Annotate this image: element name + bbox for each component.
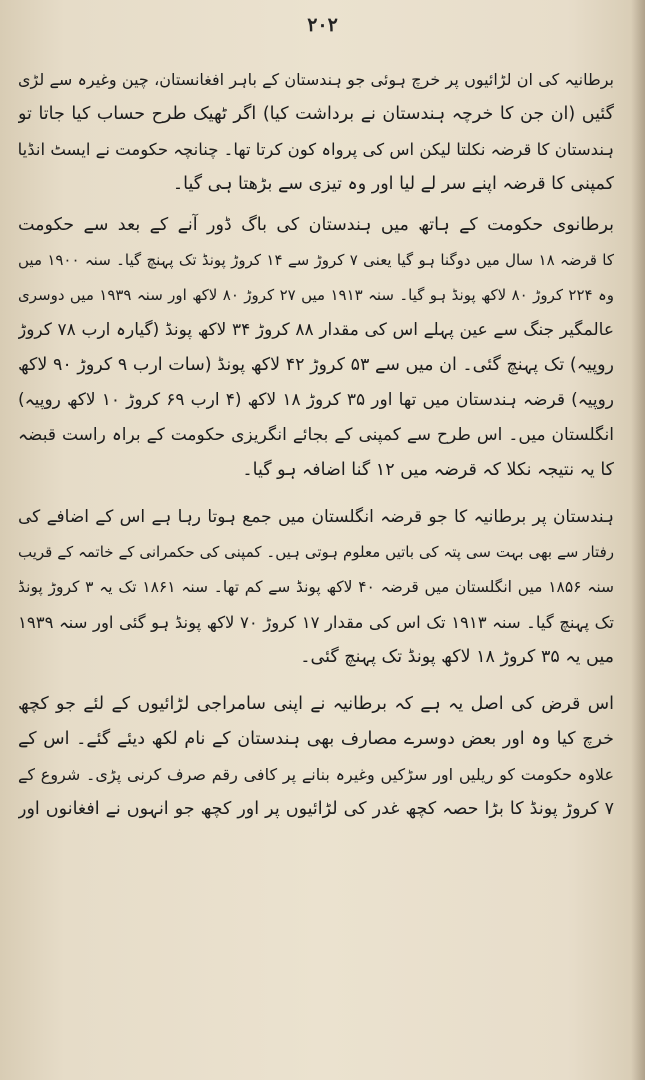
text-body [18, 62, 614, 827]
text-line: خرچ کیا وہ اور بعض دوسرے مصارف بھی ہندستان کے نام لکھ دیئے گئے۔ اس کے [18, 729, 614, 749]
spine-shadow [631, 0, 645, 1080]
text-line: وہ ۲۲۴ کروڑ ۸۰ لاکھ پونڈ ہو گیا۔ سنہ ۱۹۱۳ میں ۲۷ کروڑ ۸۰ لاکھ اور سنہ ۱۹۳۹ میں دوسری [18, 286, 614, 304]
text-line: عالمگیر جنگ سے عین پہلے اس کی مقدار ۸۸ کروڑ ۳۴ لاکھ پونڈ (گیارہ ارب ۷۸ کروڑ [18, 320, 614, 340]
text-line: میں یہ ۳۵ کروڑ ۱۸ لاکھ پونڈ تک پہنچ گئی۔ [300, 647, 614, 667]
text-line: کمپنی کا قرضہ اپنے سر لے لیا اور وہ تیزی سے بڑھتا ہی گیا۔ [172, 174, 614, 194]
page-number: ۲۰۲ [307, 14, 338, 36]
text-line: گئیں (ان جن کا خرچہ ہندستان نے برداشت کیا) اگر ٹھیک طرح حساب کیا جاتا تو [18, 104, 614, 124]
text-line: سنہ ۱۸۵۶ میں انگلستان میں قرضہ ۴۰ لاکھ پونڈ سے کم تھا۔ سنہ ۱۸۶۱ تک یہ ۳ کروڑ پونڈ [18, 578, 614, 596]
text-line: کا یہ نتیجہ نکلا کہ قرضہ میں ۱۲ گنا اضافہ ہو گیا۔ [242, 460, 614, 480]
text-line: تک پہنچ گیا۔ سنہ ۱۹۱۳ تک اس کی مقدار ۱۷ کروڑ ۷۰ لاکھ پونڈ ہو گئی اور سنہ ۱۹۳۹ [18, 613, 614, 632]
text-line: ہندستان پر برطانیہ کا جو قرضہ انگلستان میں جمع ہوتا رہا ہے اس کے اضافے کی [18, 507, 614, 527]
text-line: روپیہ) تک پہنچ گئی۔ ان میں سے ۵۳ کروڑ ۴۲ لاکھ پونڈ (سات ارب ۹ کروڑ ۹۰ لاکھ [18, 355, 614, 375]
text-line: رفتار سے بھی بہت سی پتہ کی باتیں معلوم ہوتی ہیں۔ کمپنی کی حکمرانی کے خاتمہ کے قریب [18, 543, 614, 561]
text-line: برطانوی حکومت کے ہاتھ میں ہندستان کی باگ ڈور آنے کے بعد سے حکومت [18, 215, 614, 235]
text-line: کا قرضہ ۱۸ سال میں دوگنا ہو گیا یعنی ۷ کروڑ سے ۱۴ کروڑ پونڈ تک پہنچ گیا۔ سنہ ۱۹۰۰ میں [18, 251, 614, 269]
text-line: ۷ کروڑ پونڈ کا بڑا حصہ کچھ غدر کی لڑائیوں پر اور کچھ جو انہوں نے افغانوں اور [18, 799, 614, 819]
text-line: علاوہ حکومت کو ریلیں اور سڑکیں وغیرہ بنانے پر کافی رقم صرف کرنی پڑی۔ شروع کے [18, 765, 614, 784]
text-line: ہندستان کا قرضہ نکلتا لیکن اس کی پرواہ کون کرتا تھا۔ چنانچہ حکومت نے ایسٹ انڈیا [18, 140, 614, 159]
text-line: اس قرض کی اصل یہ ہے کہ برطانیہ نے اپنی سامراجی لڑائیوں کے لئے جو کچھ [18, 694, 614, 714]
paragraph-3 [18, 500, 614, 675]
text-line: انگلستان میں۔ اس طرح سے کمپنی کے بجائے انگریزی حکومت کے براہ راست قبضہ [18, 425, 614, 445]
text-line: برطانیہ کی ان لڑائیوں پر خرچ ہوئی جو ہندستان کے باہر افغانستان، چین وغیرہ سے لڑی [18, 70, 614, 89]
paragraph-4 [18, 687, 614, 827]
text-line: روپیہ) قرضہ ہندستان میں تھا اور ۳۵ کروڑ ۱۸ لاکھ (۴ ارب ۶۹ کروڑ ۱۰ لاکھ روپیہ) [18, 390, 614, 410]
paragraph-2 [18, 208, 614, 488]
paragraph-1 [18, 62, 614, 202]
